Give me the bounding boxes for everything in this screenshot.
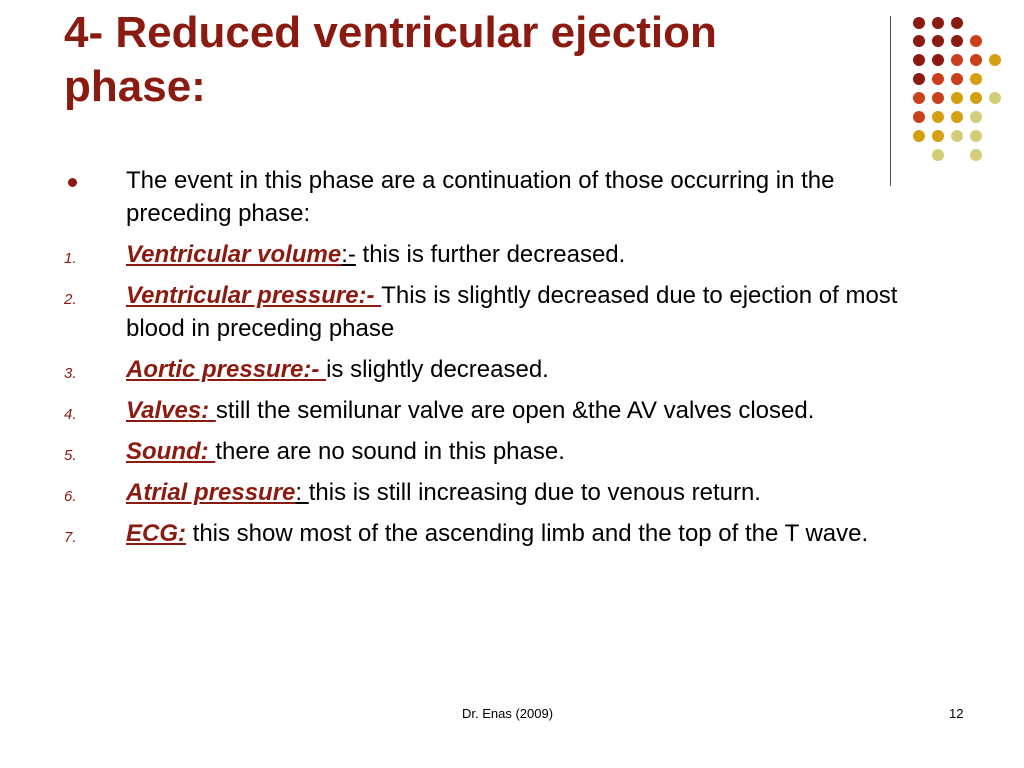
item-number: 3. [64, 365, 77, 382]
dot [932, 111, 944, 123]
dot [932, 17, 944, 29]
dot [951, 130, 963, 142]
dot [989, 92, 1001, 104]
intro-bullet [64, 164, 944, 230]
bullet-list [64, 164, 944, 558]
item-term: Valves: [126, 397, 216, 424]
dot [951, 92, 963, 104]
list-item [64, 435, 944, 468]
dot [913, 54, 925, 66]
title-divider [890, 16, 891, 186]
item-text: still the semilunar valve are open &the AV valves closed. [215, 397, 815, 424]
dot [913, 35, 925, 47]
dot [913, 17, 925, 29]
item-text: this is further decreased. [355, 241, 626, 268]
dot [970, 111, 982, 123]
dot [970, 149, 982, 161]
dot [970, 130, 982, 142]
dot [932, 92, 944, 104]
intro-text: The event in this phase are a continuation of those occurring in the preceding phase: [126, 167, 835, 227]
page-number: 12 [949, 706, 964, 721]
list-item [64, 517, 944, 550]
item-text: this is still increasing due to venous return. [308, 479, 761, 506]
dot [951, 54, 963, 66]
list-item [64, 476, 944, 509]
dot [932, 35, 944, 47]
footer-author: Dr. Enas (2009) [462, 706, 554, 721]
item-text: this show most of the ascending limb and the top of the T wave. [186, 520, 869, 547]
list-item [64, 279, 944, 345]
item-number: 7. [64, 529, 77, 546]
dot [913, 111, 925, 123]
bullet-dot-icon [68, 178, 77, 187]
dot [932, 54, 944, 66]
dot [932, 73, 944, 85]
dot [932, 130, 944, 142]
item-number: 5. [64, 447, 77, 464]
dot [970, 54, 982, 66]
item-text: is slightly decreased. [326, 356, 549, 383]
dot [951, 17, 963, 29]
slide-title: 4- Reduced ventricular ejection phase: [64, 8, 717, 111]
dot [970, 92, 982, 104]
dot [951, 35, 963, 47]
dot [970, 35, 982, 47]
dot [951, 111, 963, 123]
item-number: 2. [64, 291, 77, 308]
dot [970, 73, 982, 85]
dot [932, 149, 944, 161]
item-term: ECG: [126, 520, 186, 547]
dot [913, 73, 925, 85]
item-text: This is slightly decreased due to ejection of most blood in preceding phase [126, 282, 898, 342]
item-term: Atrial pressure [126, 479, 296, 506]
item-term: Ventricular pressure:- [126, 282, 382, 309]
item-number: 6. [64, 488, 77, 505]
item-text: there are no sound in this phase. [215, 438, 565, 465]
item-term: Aortic pressure:- [126, 356, 327, 383]
item-number: 4. [64, 406, 77, 423]
dot [913, 130, 925, 142]
item-number: 1. [64, 250, 77, 267]
list-item [64, 394, 944, 427]
item-term: Sound: [126, 438, 216, 465]
item-separator: :- [341, 241, 356, 268]
item-term: Ventricular volume [126, 241, 342, 268]
dot [913, 92, 925, 104]
item-separator: : [295, 479, 309, 506]
list-item [64, 238, 944, 271]
dot [951, 73, 963, 85]
list-item [64, 353, 944, 386]
dot [989, 54, 1001, 66]
